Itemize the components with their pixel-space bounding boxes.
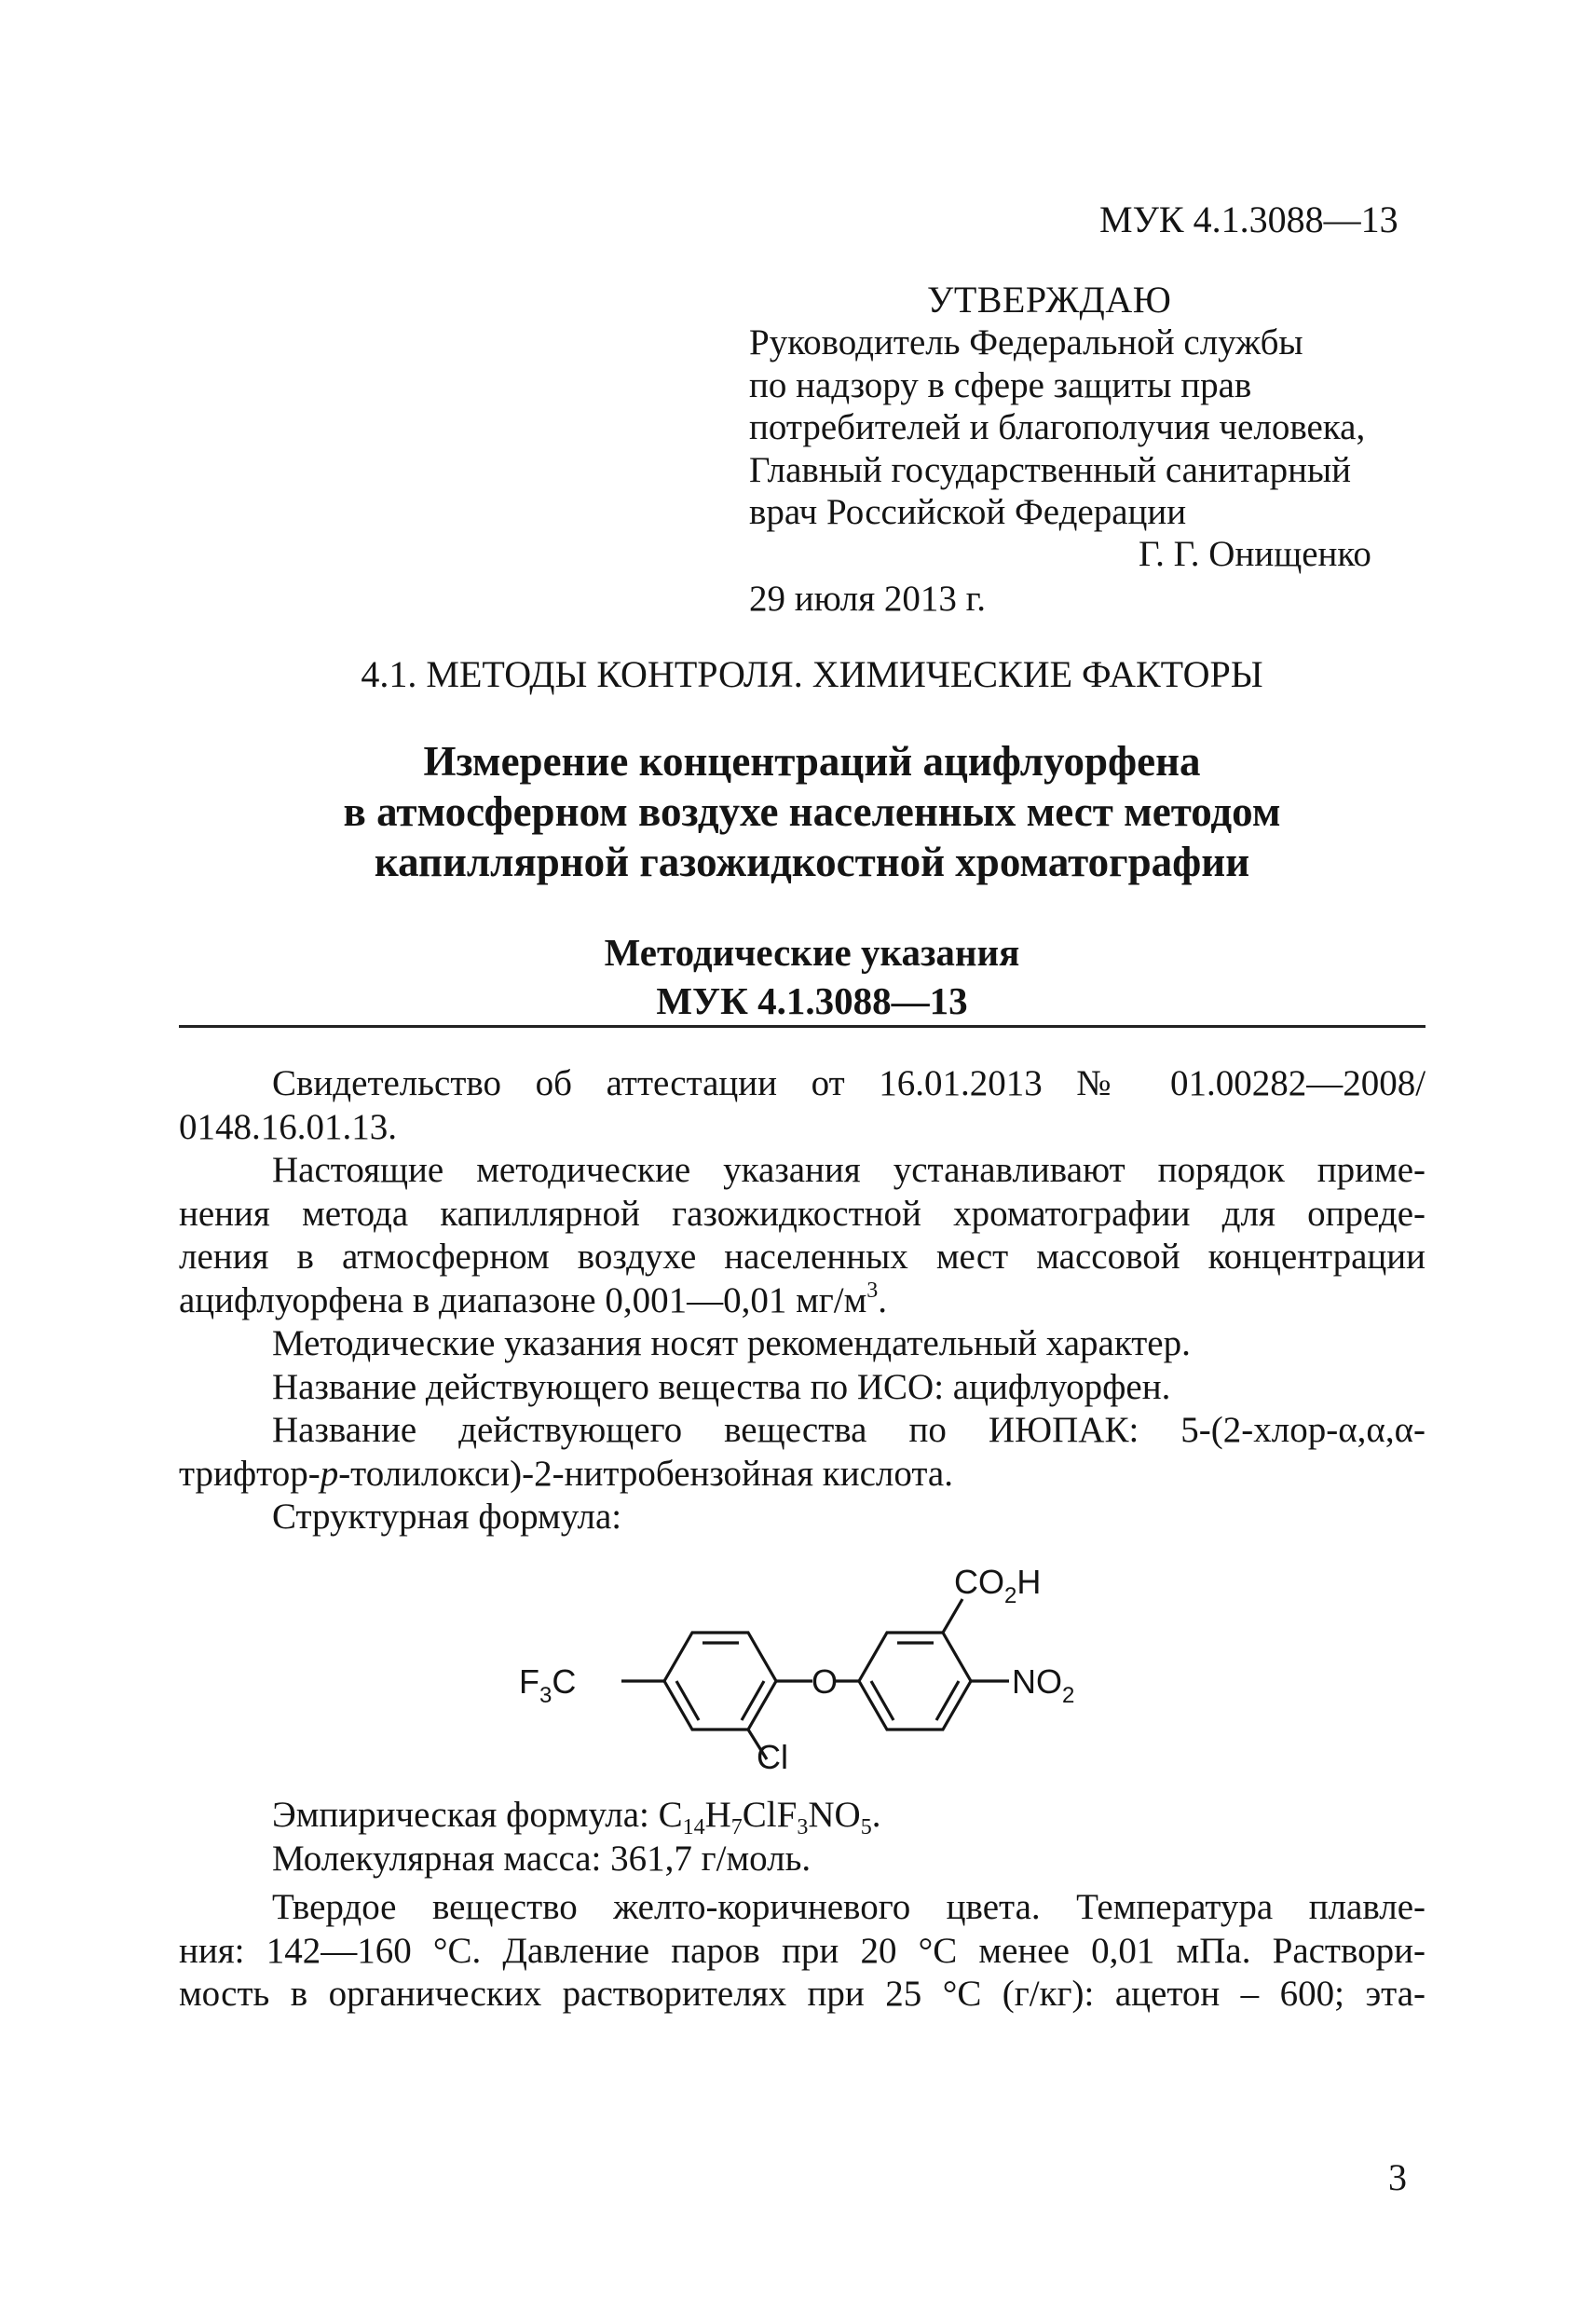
scope-line: Настоящие методические указания устанавливают порядок приме- <box>272 1150 1425 1190</box>
scope-line: нения метода капиллярной газожидкостной хроматографии для опреде- <box>179 1193 1425 1234</box>
approval-lines <box>749 321 1365 534</box>
approval-heading: УТВЕРЖДАЮ <box>927 279 1172 321</box>
properties-block <box>179 1794 1425 2017</box>
nitro-group: $NO_2$ <box>1012 1662 1075 1708</box>
subtitle-kind: Методические указания <box>604 931 1020 974</box>
approval-line: Главный государственный санитарный <box>749 449 1352 490</box>
page-number: 3 <box>1388 2156 1407 2198</box>
description-line: мость в органических растворителях при 25 °С (г/кг): ацетон – 600; эта- <box>179 1974 1425 2014</box>
iupac-line: трифтор-p-толилокси)-2-нитробензойная кислота. <box>179 1453 953 1494</box>
approval-date: 29 июля 2013 г. <box>749 579 987 619</box>
certificate-number-line: 0148.16.01.13. <box>179 1106 397 1147</box>
iso-name-line: Название действующего вещества по ИСО: ацифлуорфен. <box>272 1366 1171 1407</box>
empirical-formula: Эмпирическая формула: $C_{14}H_7ClF_3NO_5$. <box>272 1795 881 1839</box>
certificate-line: Свидетельство об аттестации от 16.01.2013 № 01.00282—2008/ <box>272 1063 1426 1103</box>
title-line: капиллярной газожидкостной хроматографии <box>374 839 1250 885</box>
document-title <box>0 736 1596 887</box>
benzene-ring-left <box>664 1633 776 1730</box>
document-body <box>179 1062 1425 1539</box>
approval-line: потребителей и благополучия человека, <box>749 407 1366 448</box>
benzene-ring-right <box>859 1633 971 1730</box>
title-line: в атмосферном воздухе населенных мест методом <box>343 788 1281 835</box>
approval-line: Руководитель Федеральной службы <box>749 322 1303 362</box>
recommendation-line: Методические указания носят рекомендательный характер. <box>272 1323 1191 1363</box>
title-line: Измерение концентраций ацифлуорфена <box>423 738 1201 785</box>
scope-line: ления в атмосферном воздухе населенных мест массовой концентрации <box>179 1237 1425 1277</box>
scope-line: ацифлуорфена в диапазоне 0,001—0,01 $мг/м^3$. <box>179 1278 888 1320</box>
approval-line: по надзору в сфере защиты прав <box>749 364 1252 405</box>
trifluoromethyl-group: $F_3C$ <box>519 1662 577 1708</box>
molar-mass: Молекулярная масса: 361,7 г/моль. <box>272 1838 812 1879</box>
subtitle-code: МУК 4.1.3088—13 <box>656 979 968 1022</box>
approval-line: врач Российской Федерации <box>749 492 1187 533</box>
structure-label: Структурная формула: <box>272 1497 622 1537</box>
section-heading: 4.1. МЕТОДЫ КОНТРОЛЯ. ХИМИЧЕСКИЕ ФАКТОРЫ <box>361 653 1263 695</box>
iupac-line: Название действующего вещества по ИЮПАК: 5-(2-хлор-α,α,α- <box>272 1410 1425 1450</box>
document-subtitle <box>0 928 1596 1025</box>
approval-signer: Г. Г. Онищенко <box>1139 534 1371 574</box>
chlorine-atom: Cl <box>757 1738 788 1775</box>
title-divider <box>179 1025 1425 1028</box>
description-line: Твердое вещество желто-коричневого цвета. Температура плавле- <box>272 1887 1425 1927</box>
ether-oxygen: O <box>812 1662 839 1701</box>
document-code: МУК 4.1.3088—13 <box>1099 198 1398 240</box>
description-line: ния: 142—160 °С. Давление паров при 20 °С менее 0,01 мПа. Раствори- <box>179 1930 1425 1971</box>
structural-formula <box>503 1538 1118 1775</box>
carboxyl-group: $CO_2H$ <box>954 1563 1042 1608</box>
structural-formula-drawing <box>503 1538 1118 1775</box>
